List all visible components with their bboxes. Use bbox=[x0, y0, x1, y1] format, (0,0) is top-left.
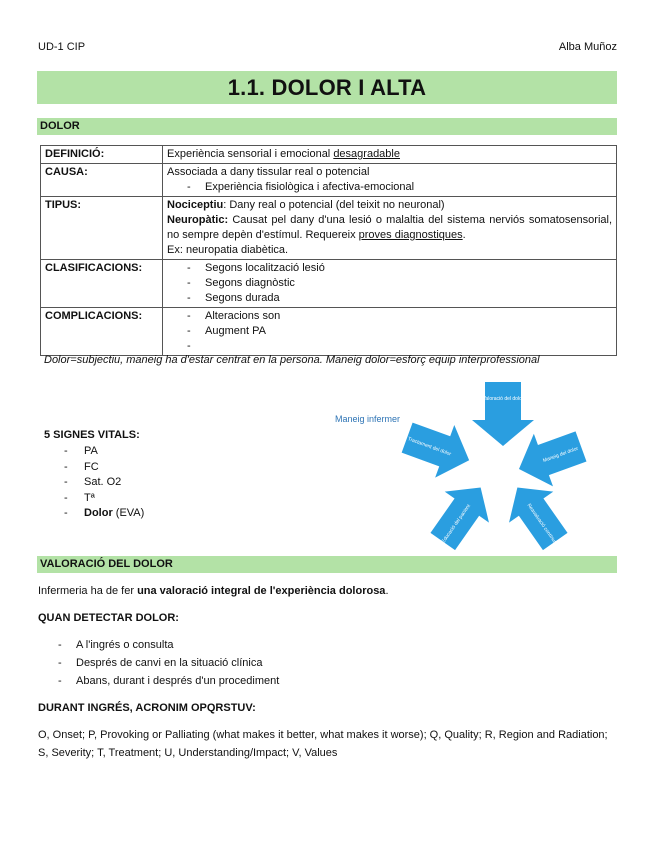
maneig-infermer-diagram bbox=[400, 378, 590, 554]
vitals-list bbox=[44, 444, 144, 522]
vitals-title: 5 SIGNES VITALS: bbox=[44, 429, 140, 441]
arrow-top-label: Valoració del dolor bbox=[482, 396, 524, 402]
section-dolor-heading: DOLOR bbox=[37, 118, 617, 135]
list-item: - Segons diagnòstic bbox=[167, 276, 612, 291]
table-row bbox=[41, 197, 617, 260]
valoracio-post: . bbox=[385, 585, 389, 597]
arrow-left-label: Tractament del dolor bbox=[406, 436, 452, 458]
list-item: - Segons localització lesió bbox=[167, 261, 612, 276]
list-item: - FC bbox=[44, 460, 144, 476]
arrow-left bbox=[400, 411, 479, 486]
section-valoracio-heading: VALORACIÓ DEL DOLOR bbox=[37, 556, 617, 573]
table-row bbox=[41, 146, 617, 164]
valoracio-pre: Infermeria ha de fer bbox=[38, 585, 138, 597]
acronim-text: O, Onset; P, Provoking or Palliating (what makes it better, what makes it worse); Q, Quality; R, Region and Radiation; S, Severity; T, Treatment; U, Understanding/Impact; V, Values bbox=[38, 729, 608, 759]
neuropatic-text: Causat pel dany d'una lesió o malaltia del sistema nerviós somatosensorial, no sempre depèn d'estímul. Requereix bbox=[167, 214, 612, 241]
list-item: - Segons durada bbox=[167, 291, 612, 306]
definicio-value bbox=[163, 146, 617, 164]
quan-title: QUAN DETECTAR DOLOR: bbox=[38, 612, 179, 624]
causa-label: CAUSA: bbox=[41, 164, 163, 197]
arrow-bottom-left-label: Educació del pacient bbox=[440, 503, 472, 545]
vital-dolor: Dolor bbox=[84, 507, 113, 520]
page-title: 1.1. DOLOR I ALTA bbox=[37, 71, 617, 104]
table-row bbox=[41, 164, 617, 197]
vital-dolor-scale: (EVA) bbox=[112, 507, 145, 520]
list-item: - Després de canvi en la situació clínica bbox=[38, 654, 279, 672]
complicacions-label: COMPLICACIONS: bbox=[41, 308, 163, 356]
dolor-note: Dolor=subjectiu, maneig ha d'estar centrat en la persona. Maneig dolor=esforç equip interprofessional bbox=[44, 354, 540, 366]
definicio-label: DEFINICIÓ: bbox=[41, 146, 163, 164]
valoracio-bold: una valoració integral de l'experiència dolorosa bbox=[137, 585, 386, 597]
list-item: - Abans, durant i després d'un procediment bbox=[38, 672, 279, 690]
valoracio-text bbox=[38, 583, 389, 600]
acronim-title: DURANT INGRÉS, ACRONIM OPQRSTUV: bbox=[38, 702, 256, 714]
neuropatic-underline: proves diagnostiques bbox=[358, 229, 463, 241]
list-item bbox=[167, 339, 612, 354]
nociceptiu-label: Nociceptiu bbox=[167, 199, 224, 211]
tipus-example: Ex: neuropatia diabètica. bbox=[167, 244, 289, 256]
neuropatic-end: . bbox=[462, 229, 466, 241]
list-item: - Alteracions son bbox=[167, 309, 612, 324]
diagram-label: Maneig infermer bbox=[335, 414, 401, 424]
definicio-text: Experiència sensorial i emocional bbox=[167, 148, 334, 160]
neuropatic-label: Neuropàtic: bbox=[167, 214, 229, 226]
causa-value bbox=[163, 164, 617, 197]
header-author: Alba Muñoz bbox=[558, 41, 617, 53]
complicacions-value bbox=[163, 308, 617, 356]
quan-list bbox=[38, 636, 279, 690]
causa-line: Associada a dany tissular real o potencial bbox=[167, 166, 370, 178]
nociceptiu-text: : Dany real o potencial (del teixit no neuronal) bbox=[223, 199, 445, 211]
tipus-neuropatic bbox=[167, 213, 612, 243]
arrow-right bbox=[509, 420, 590, 495]
arrow-bottom-right-label: Reavaluació contínua bbox=[525, 502, 559, 546]
definicio-underline: desagradable bbox=[333, 148, 400, 160]
clasificacions-value bbox=[163, 260, 617, 308]
list-item bbox=[44, 506, 144, 522]
list-item: - Sat. O2 bbox=[44, 475, 144, 491]
list-item: - A l'ingrés o consulta bbox=[38, 636, 279, 654]
arrow-right-label: Maneig del dolor bbox=[542, 445, 580, 465]
causa-item: - Experiència fisiològica i afectiva-emocional bbox=[167, 180, 612, 195]
list-item: - PA bbox=[44, 444, 144, 460]
table-row bbox=[41, 308, 617, 356]
table-row bbox=[41, 260, 617, 308]
arrow-bottom-right bbox=[495, 472, 578, 554]
tipus-label: TIPUS: bbox=[41, 197, 163, 260]
list-item: - Tª bbox=[44, 491, 144, 507]
arrow-bottom-left bbox=[420, 472, 503, 554]
header-course: UD-1 CIP bbox=[38, 41, 86, 53]
arrow-top bbox=[472, 382, 534, 446]
tipus-nociceptiu bbox=[167, 198, 612, 213]
dolor-table bbox=[40, 145, 617, 356]
clasificacions-label: CLASIFICACIONS: bbox=[41, 260, 163, 308]
list-item: - Augment PA bbox=[167, 324, 612, 339]
tipus-value bbox=[163, 197, 617, 260]
